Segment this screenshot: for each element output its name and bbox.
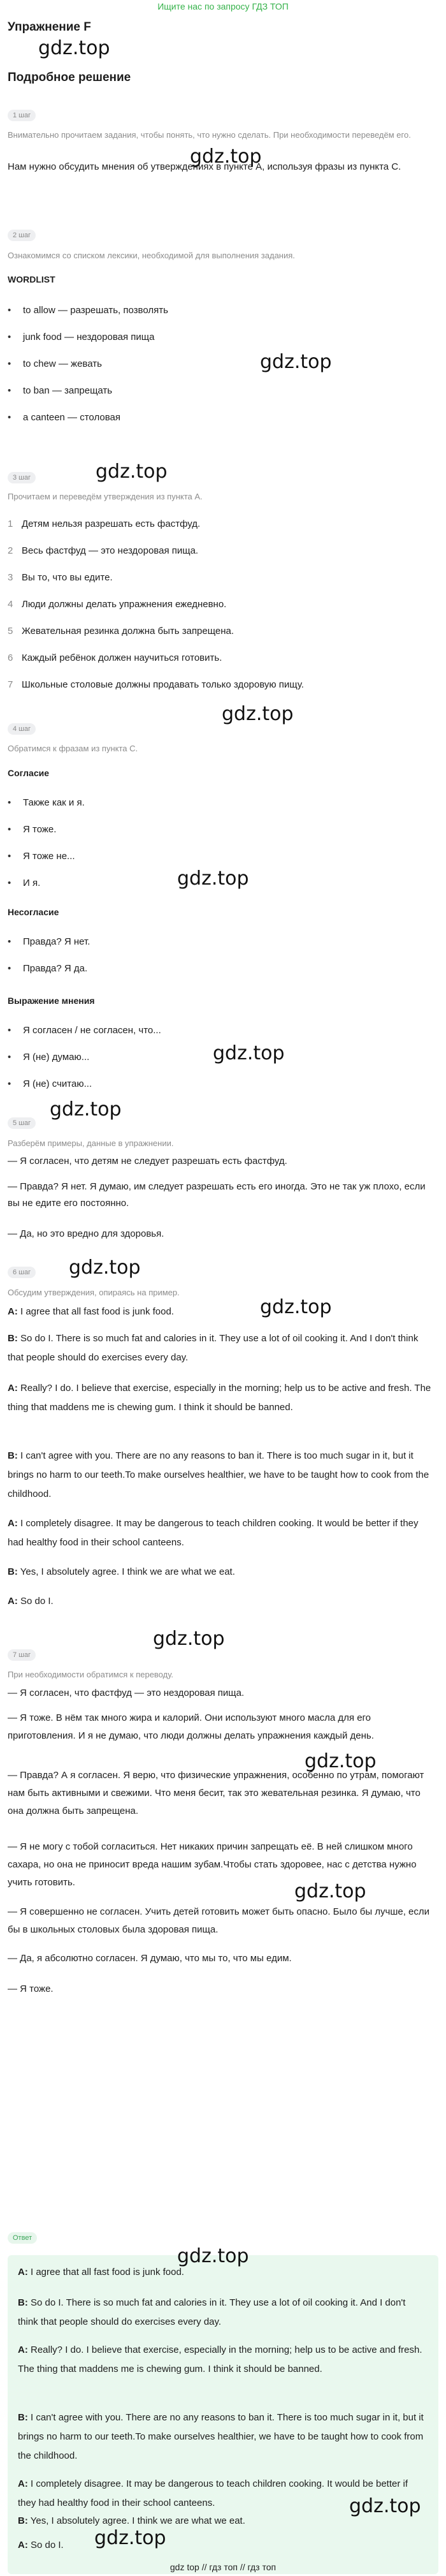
list-item: • to chew — жевать	[8, 358, 102, 369]
list-item: 4 Люди должны делать упражнения ежедневно.	[8, 599, 227, 610]
watermark: gdz.top	[177, 867, 249, 890]
step-hint: Разберём примеры, данные в упражнении.	[8, 1138, 174, 1148]
watermark: gdz.top	[69, 1256, 141, 1279]
dialogue-line: — Да, но это вредно для здоровья.	[8, 1228, 164, 1239]
answer-line: B: So do I. There is so much fat and calories in it. They use a lot of oil cooking it. And I don't think that people should do exercises every day.	[18, 2297, 406, 2327]
dialogue-line: A: So do I.	[8, 1596, 54, 1607]
step-badge: 5 шаг	[8, 1117, 36, 1129]
list-item: 1 Детям нельзя разрешать есть фастфуд.	[8, 519, 201, 529]
watermark: gdz.top	[213, 1042, 285, 1064]
watermark: gdz.top	[177, 2245, 249, 2267]
step-badge: 6 шаг	[8, 1267, 36, 1278]
dialogue-line: — Правда? А я согласен. Я верю, что физические упражнения, особенно по утрам, помогают нам быть активными и свежими. Что меня бесит, так это жевательная резинка. Я думаю, что она должна быть запрещена.	[8, 1770, 424, 1816]
list-item: 5 Жевательная резинка должна быть запрещена.	[8, 626, 234, 637]
list-item: • Правда? Я нет.	[8, 936, 90, 947]
dialogue-line: — Я тоже. В нём так много жира и калорий. Они используют много масла для его приготовления. И я не думаю, что люди должны делать упражнения каждый день.	[8, 1712, 374, 1741]
step-hint: Ознакомимся со списком лексики, необходимой для выполнения задания.	[8, 251, 295, 260]
dialogue-line: — Я согласен, что детям не следует разрешать есть фастфуд.	[8, 1156, 287, 1167]
answer-badge: Ответ	[8, 2232, 37, 2244]
dialogue-line: — Да, я абсолютно согласен. Я думаю, что мы то, что мы едим.	[8, 1953, 292, 1964]
list-item: 7 Школьные столовые должны продавать только здоровую пищу.	[8, 679, 304, 690]
list-item: • a canteen — столовая	[8, 412, 120, 423]
list-item: • Я (не) думаю...	[8, 1052, 89, 1063]
section-heading: Несогласие	[8, 907, 59, 917]
step-hint: Внимательно прочитаем задания, чтобы понять, что нужно сделать. При необходимости переведём его.	[8, 130, 411, 140]
step-hint: Прочитаем и переведём утверждения из пункта A.	[8, 492, 203, 501]
list-item: 2 Весь фастфуд — это нездоровая пища.	[8, 545, 199, 556]
dialogue-line: B: Yes, I absolutely agree. I think we are what we eat.	[8, 1566, 235, 1577]
page-subtitle: Подробное решение	[8, 71, 131, 84]
dialogue-line: B: I can't agree with you. There are no any reasons to ban it. There is too much sugar in it, but it brings no harm to our teeth.To make ourselves healthier, we have to be taught how to cook from the childhood.	[8, 1450, 429, 1499]
answer-line: A: I completely disagree. It may be dangerous to teach children cooking. It would be better if they had healthy food in their school canteens.	[18, 2478, 408, 2508]
dialogue-line: — Правда? Я нет. Я думаю, им следует разрешать есть его иногда. Это не так уж плохо, если вы не едите его постоянно.	[8, 1181, 426, 1209]
answer-line: A: So do I.	[18, 2540, 64, 2550]
watermark: gdz.top	[50, 1098, 122, 1121]
top-link[interactable]: Ищите нас по запросу ГДЗ ТОП	[157, 1, 289, 11]
list-item: • Я тоже не...	[8, 851, 75, 862]
step-badge: 1 шаг	[8, 110, 36, 121]
section-heading: Выражение мнения	[8, 996, 95, 1006]
wordlist-heading: WORDLIST	[8, 274, 55, 284]
step-badge: 7 шаг	[8, 1649, 36, 1661]
dialogue-line: — Я не могу с тобой согласиться. Нет никаких причин запрещать её. В ней слишком много сахара, но она не приносит вреда нашим зубам.Чтобы стать здоровее, нас с детства нужно учить готовить.	[8, 1841, 417, 1888]
step-hint: При необходимости обратимся к переводу.	[8, 1670, 174, 1679]
list-item: • И я.	[8, 878, 40, 888]
dialogue-line: A: I agree that all fast food is junk food.	[8, 1306, 174, 1317]
watermark: gdz.top	[38, 37, 110, 59]
footer-links[interactable]: gdz top // гдз топ // гдз топ	[169, 2562, 277, 2572]
list-item: • to allow — разрешать, позволять	[8, 305, 168, 316]
dialogue-line: A: I completely disagree. It may be dangerous to teach children cooking. It would be better if they had healthy food in their school canteens.	[8, 1518, 419, 1548]
list-item: • Я (не) считаю...	[8, 1078, 92, 1089]
watermark: gdz.top	[94, 2527, 166, 2549]
list-item: • Также как и я.	[8, 797, 85, 808]
step-badge: 4 шаг	[8, 723, 36, 735]
list-item: 3 Вы то, что вы едите.	[8, 572, 113, 583]
section-heading: Согласие	[8, 768, 50, 778]
watermark: gdz.top	[222, 703, 294, 725]
list-item: • Я согласен / не согласен, что...	[8, 1025, 161, 1036]
watermark: gdz.top	[294, 1880, 366, 1903]
dialogue-line: A: Really? I do. I believe that exercise, especially in the morning; help us to be active and fresh. The thing that maddens me is chewing gum. I think it should be banned.	[8, 1383, 431, 1413]
watermark: gdz.top	[260, 351, 332, 373]
step-badge: 3 шаг	[8, 472, 36, 483]
watermark: gdz.top	[153, 1628, 225, 1650]
list-item: 6 Каждый ребёнок должен научиться готовить.	[8, 652, 222, 663]
answer-line: B: Yes, I absolutely agree. I think we are what we eat.	[18, 2515, 245, 2526]
answer-line: B: I can't agree with you. There are no any reasons to ban it. There is too much sugar in it, but it brings no harm to our teeth.To make ourselves healthier, we have to be taught how to cook from the childhood.	[18, 2412, 424, 2461]
answer-line: A: Really? I do. I believe that exercise, especially in the morning; help us to be active and fresh. The thing that maddens me is chewing gum. I think it should be banned.	[18, 2344, 422, 2374]
answer-line: A: I agree that all fast food is junk food.	[18, 2267, 184, 2278]
list-item: • Правда? Я да.	[8, 963, 87, 974]
dialogue-line: B: So do I. There is so much fat and calories in it. They use a lot of oil cooking it. And I don't think that people should do exercises every day.	[8, 1333, 419, 1363]
step-badge: 2 шаг	[8, 230, 36, 241]
watermark: gdz.top	[349, 2495, 421, 2517]
page-title: Упражнение F	[8, 20, 91, 34]
watermark: gdz.top	[260, 1296, 332, 1318]
step-hint: Обсудим утверждения, опираясь на пример.	[8, 1288, 180, 1297]
dialogue-line: — Я тоже.	[8, 1984, 54, 1994]
step-hint: Обратимся к фразам из пункта C.	[8, 744, 138, 753]
list-item: • junk food — нездоровая пища	[8, 332, 154, 342]
watermark: gdz.top	[96, 460, 168, 483]
watermark: gdz.top	[190, 145, 262, 168]
watermark: gdz.top	[305, 1750, 377, 1772]
dialogue-line: — Я совершенно не согласен. Учить детей готовить может быть опасно. Было бы лучше, если бы в школьных столовых была здоровая пища.	[8, 1906, 430, 1935]
list-item: • Я тоже.	[8, 824, 56, 835]
list-item: • to ban — запрещать	[8, 385, 112, 396]
dialogue-line: — Я согласен, что фастфуд — это нездоровая пища.	[8, 1688, 245, 1698]
step-text: Нам нужно обсудить мнения об утверждениях в пункте A, используя фразы из пункта C.	[8, 161, 401, 172]
